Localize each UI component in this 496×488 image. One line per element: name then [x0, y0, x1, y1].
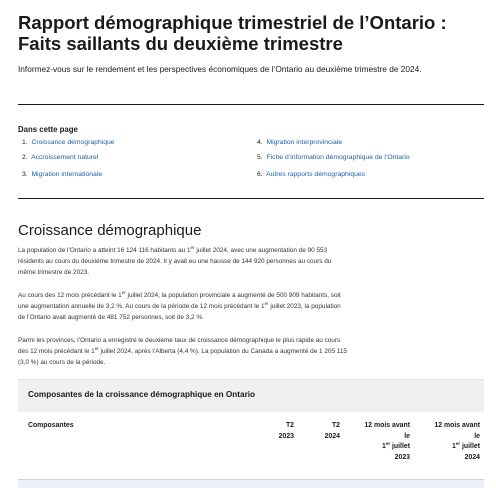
- paragraph-comparaison-provinces: Parmi les provinces, l’Ontario a enregistré le deuxième taux de croissance démographique le plus rapide au cours des 12 mois précédant le 1er juillet 2024, après l’Alberta (4,4 %). La population du Canada a augmenté de 1 205 115 (3,0 %) au cours de la période.: [18, 337, 347, 367]
- components-table: [18, 379, 484, 488]
- toc-item-autres-rapports: [257, 171, 365, 178]
- page-title: Rapport démographique trimestriel de l’Ontario : Faits saillants du deuxième trimestre: [18, 12, 447, 54]
- section-heading: Croissance démographique: [18, 222, 202, 239]
- toc-item-number: 4.: [257, 139, 263, 146]
- toc-title: Dans cette page: [18, 125, 78, 134]
- column-header-12-mois-2024[interactable]: 12 mois avant le 1er juillet 2024: [434, 422, 480, 461]
- toc-link-migration-interprovinciale[interactable]: Migration interprovinciale: [266, 139, 343, 146]
- toc-item-migration-internationale: [22, 171, 102, 178]
- paragraph-population: La population de l’Ontario a atteint 16 124 116 habitants au 1er juillet 2024, avec une augmentation de 90 553 résidents au cours du deuxième trimestre de 2024. Il y avait eu une hausse de 144 920 personnes au cours du même trimestre de 2023.: [18, 245, 332, 277]
- paragraph-croissance-annuelle: Au cours des 12 mois précédant le 1er juillet 2024, la population provinciale a augmenté de 500 909 habitants, soit une augmentation annuelle de 3,2 %. Au cours de la période de 12 mois précédant le 1er juillet 2023, la population de l’Ontario avait augmenté de 481 752 personnes, soit de 3,2 %.: [18, 290, 341, 322]
- toc-divider-top: [18, 104, 484, 105]
- table-row: [18, 480, 484, 488]
- column-header-12-mois-2023[interactable]: 12 mois avant le 1er juillet 2023: [364, 422, 410, 461]
- toc-item-number: 3.: [22, 171, 28, 178]
- toc-item-number: 5.: [257, 154, 263, 161]
- column-header-composantes[interactable]: Composantes: [28, 422, 74, 429]
- toc-link-autres-rapports[interactable]: Autres rapports démographiques: [266, 171, 366, 178]
- table-caption-bar: [18, 379, 484, 412]
- toc-link-migration-internationale[interactable]: Migration internationale: [31, 171, 103, 178]
- toc-link-fiche-information[interactable]: Fiche d’information démographique de l’Ontario: [266, 154, 410, 161]
- column-header-t2-2023[interactable]: T2 2023: [278, 422, 294, 440]
- toc-link-croissance-demographique[interactable]: Croissance démographique: [31, 139, 115, 146]
- toc-item-accroissement: [22, 154, 98, 161]
- toc-item-number: 2.: [22, 154, 28, 161]
- column-header-t2-2024[interactable]: T2 2024: [324, 422, 340, 440]
- table-title: Composantes de la croissance démographique en Ontario: [28, 390, 256, 399]
- toc-divider-bottom: [18, 198, 484, 199]
- toc-item-croissance: [22, 139, 115, 146]
- toc-item-fiche: [257, 154, 410, 161]
- toc-item-migration-interprovinciale: [257, 139, 342, 146]
- toc-item-number: 1.: [22, 139, 28, 146]
- toc-link-accroissement-naturel[interactable]: Accroissement naturel: [31, 154, 99, 161]
- page-intro: Informez-vous sur le rendement et les perspectives économiques de l’Ontario au deuxième trimestre de 2024.: [18, 64, 422, 74]
- toc-item-number: 6.: [257, 171, 263, 178]
